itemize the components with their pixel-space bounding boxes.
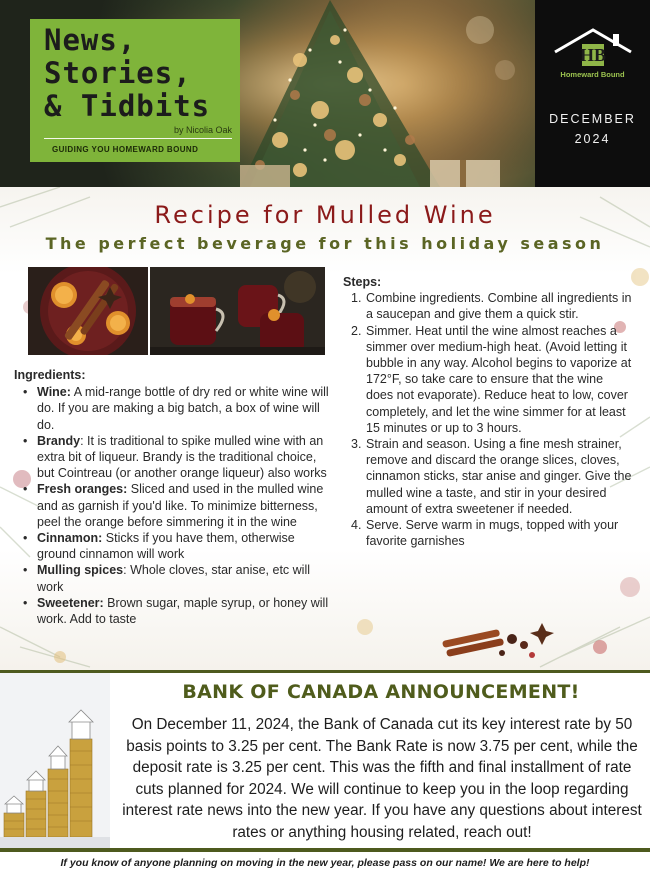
steps-heading: Steps: xyxy=(343,275,382,289)
footer-divider xyxy=(0,848,650,852)
recipe-section xyxy=(0,187,650,670)
ingredient-item xyxy=(14,481,334,530)
issue-month: DECEMBER xyxy=(549,112,636,126)
author-byline: by Nicolia Oak xyxy=(173,125,232,135)
recipe-subtitle: The perfect beverage for this holiday season xyxy=(45,234,605,253)
mulled-wine-pot-photo xyxy=(28,267,148,355)
ingredient-text: Sticks if you have them, otherwise ground cinnamon will work xyxy=(37,531,295,562)
ingredient-name: Sweetener: xyxy=(37,595,104,610)
footer-message: If you know of anyone planning on moving in the new year, please pass on our name! We are here to help! xyxy=(60,857,590,869)
ingredient-name: Fresh oranges: xyxy=(37,482,128,497)
steps-list xyxy=(343,274,633,549)
tagline: GUIDING YOU HOMEWARD BOUND xyxy=(52,145,199,154)
spices-decoration xyxy=(432,617,562,662)
step-item xyxy=(343,290,633,322)
step-text: Simmer. Heat until the wine almost reaches a simmer over medium-high heat. (Avoid letting it bubble in any way. Alcohol begins to vaporize at 172°F, so take care to ensure that the wine does not evaporate). Reduce heat to low, cover completely, and let the wine simmer for at least 15 minutes or up to 3 hours. xyxy=(366,323,632,435)
bank-announcement-section xyxy=(0,673,650,848)
newsletter-title-box xyxy=(30,19,240,162)
ingredient-name: Wine: xyxy=(37,385,71,400)
step-text: Serve. Serve warm in mugs, topped with your favorite garnishes xyxy=(366,518,619,549)
logo-letters: HB xyxy=(579,45,607,65)
brand-name: Homeward Bound xyxy=(560,70,625,79)
bank-announcement-body: On December 11, 2024, the Bank of Canada cut its key interest rate by 50 basis points to 3.25 per cent. The Bank Rate is now 3.75 per cent, while the deposit rate is 3.25 per cent. This was the fifth and final installment of rate cuts planned for 2024. We will continue to keep you in the loop regarding interest rate news into the new year. If you have any questions about interest rates or anything housing related, reach out! xyxy=(122,716,642,841)
ingredient-name: Mulling spices xyxy=(37,563,124,578)
ingredients-list xyxy=(14,367,334,627)
ingredient-text: A mid-range bottle of dry red or white wine will do. If you are making a big batch, a box of wine will do. xyxy=(37,385,329,432)
ingredient-text: Sliced and used in the mulled wine and as garnish if you'd like. To minimize bitterness, peel the orange before simmering it in the wine xyxy=(37,482,324,529)
step-number: 4. xyxy=(351,518,362,533)
brand-panel xyxy=(535,0,650,187)
step-number: 2. xyxy=(351,323,362,338)
ingredient-item xyxy=(14,562,334,594)
ingredients-heading: Ingredients: xyxy=(14,368,86,382)
title-divider xyxy=(44,138,232,139)
newsletter-header xyxy=(0,0,650,187)
ingredient-name: Cinnamon: xyxy=(37,531,103,546)
ingredient-name: Brandy xyxy=(37,433,81,448)
step-text: Strain and season. Using a fine mesh strainer, remove and discard the orange slices, cloves, cinnamon sticks, star anise and ginger. Give the mulled wine a taste, and stir in your desired amount of extra sweetener if needed. xyxy=(366,437,632,516)
ingredient-item xyxy=(14,384,334,433)
bank-announcement-title: BANK OF CANADA ANNOUNCEMENT! xyxy=(182,681,580,703)
ingredient-text: : It is traditional to spike mulled wine with an extra bit of liqueur. Brandy is the traditional choice, but Cointreau (or another orange liqueur) also works xyxy=(37,433,327,481)
ingredient-text: : Whole cloves, star anise, etc will work xyxy=(37,563,311,594)
ingredient-item xyxy=(14,530,334,562)
issue-year: 2024 xyxy=(574,132,611,146)
ingredient-item xyxy=(14,433,334,482)
step-item xyxy=(343,436,633,517)
houses-on-coins-illustration xyxy=(0,673,110,848)
step-text: Combine ingredients. Combine all ingredients in a saucepan and give them a quick stir. xyxy=(366,291,632,322)
recipe-title: Recipe for Mulled Wine xyxy=(154,201,496,229)
ingredient-text: Brown sugar, maple syrup, or honey will work. Add to taste xyxy=(37,595,329,627)
step-item xyxy=(343,517,633,549)
newsletter-title: News, Stories, & Tidbits xyxy=(44,23,211,123)
step-item xyxy=(343,323,633,436)
ingredient-item xyxy=(14,595,334,627)
step-number: 3. xyxy=(351,437,362,452)
mulled-wine-glasses-photo xyxy=(150,267,325,355)
step-number: 1. xyxy=(351,291,362,306)
